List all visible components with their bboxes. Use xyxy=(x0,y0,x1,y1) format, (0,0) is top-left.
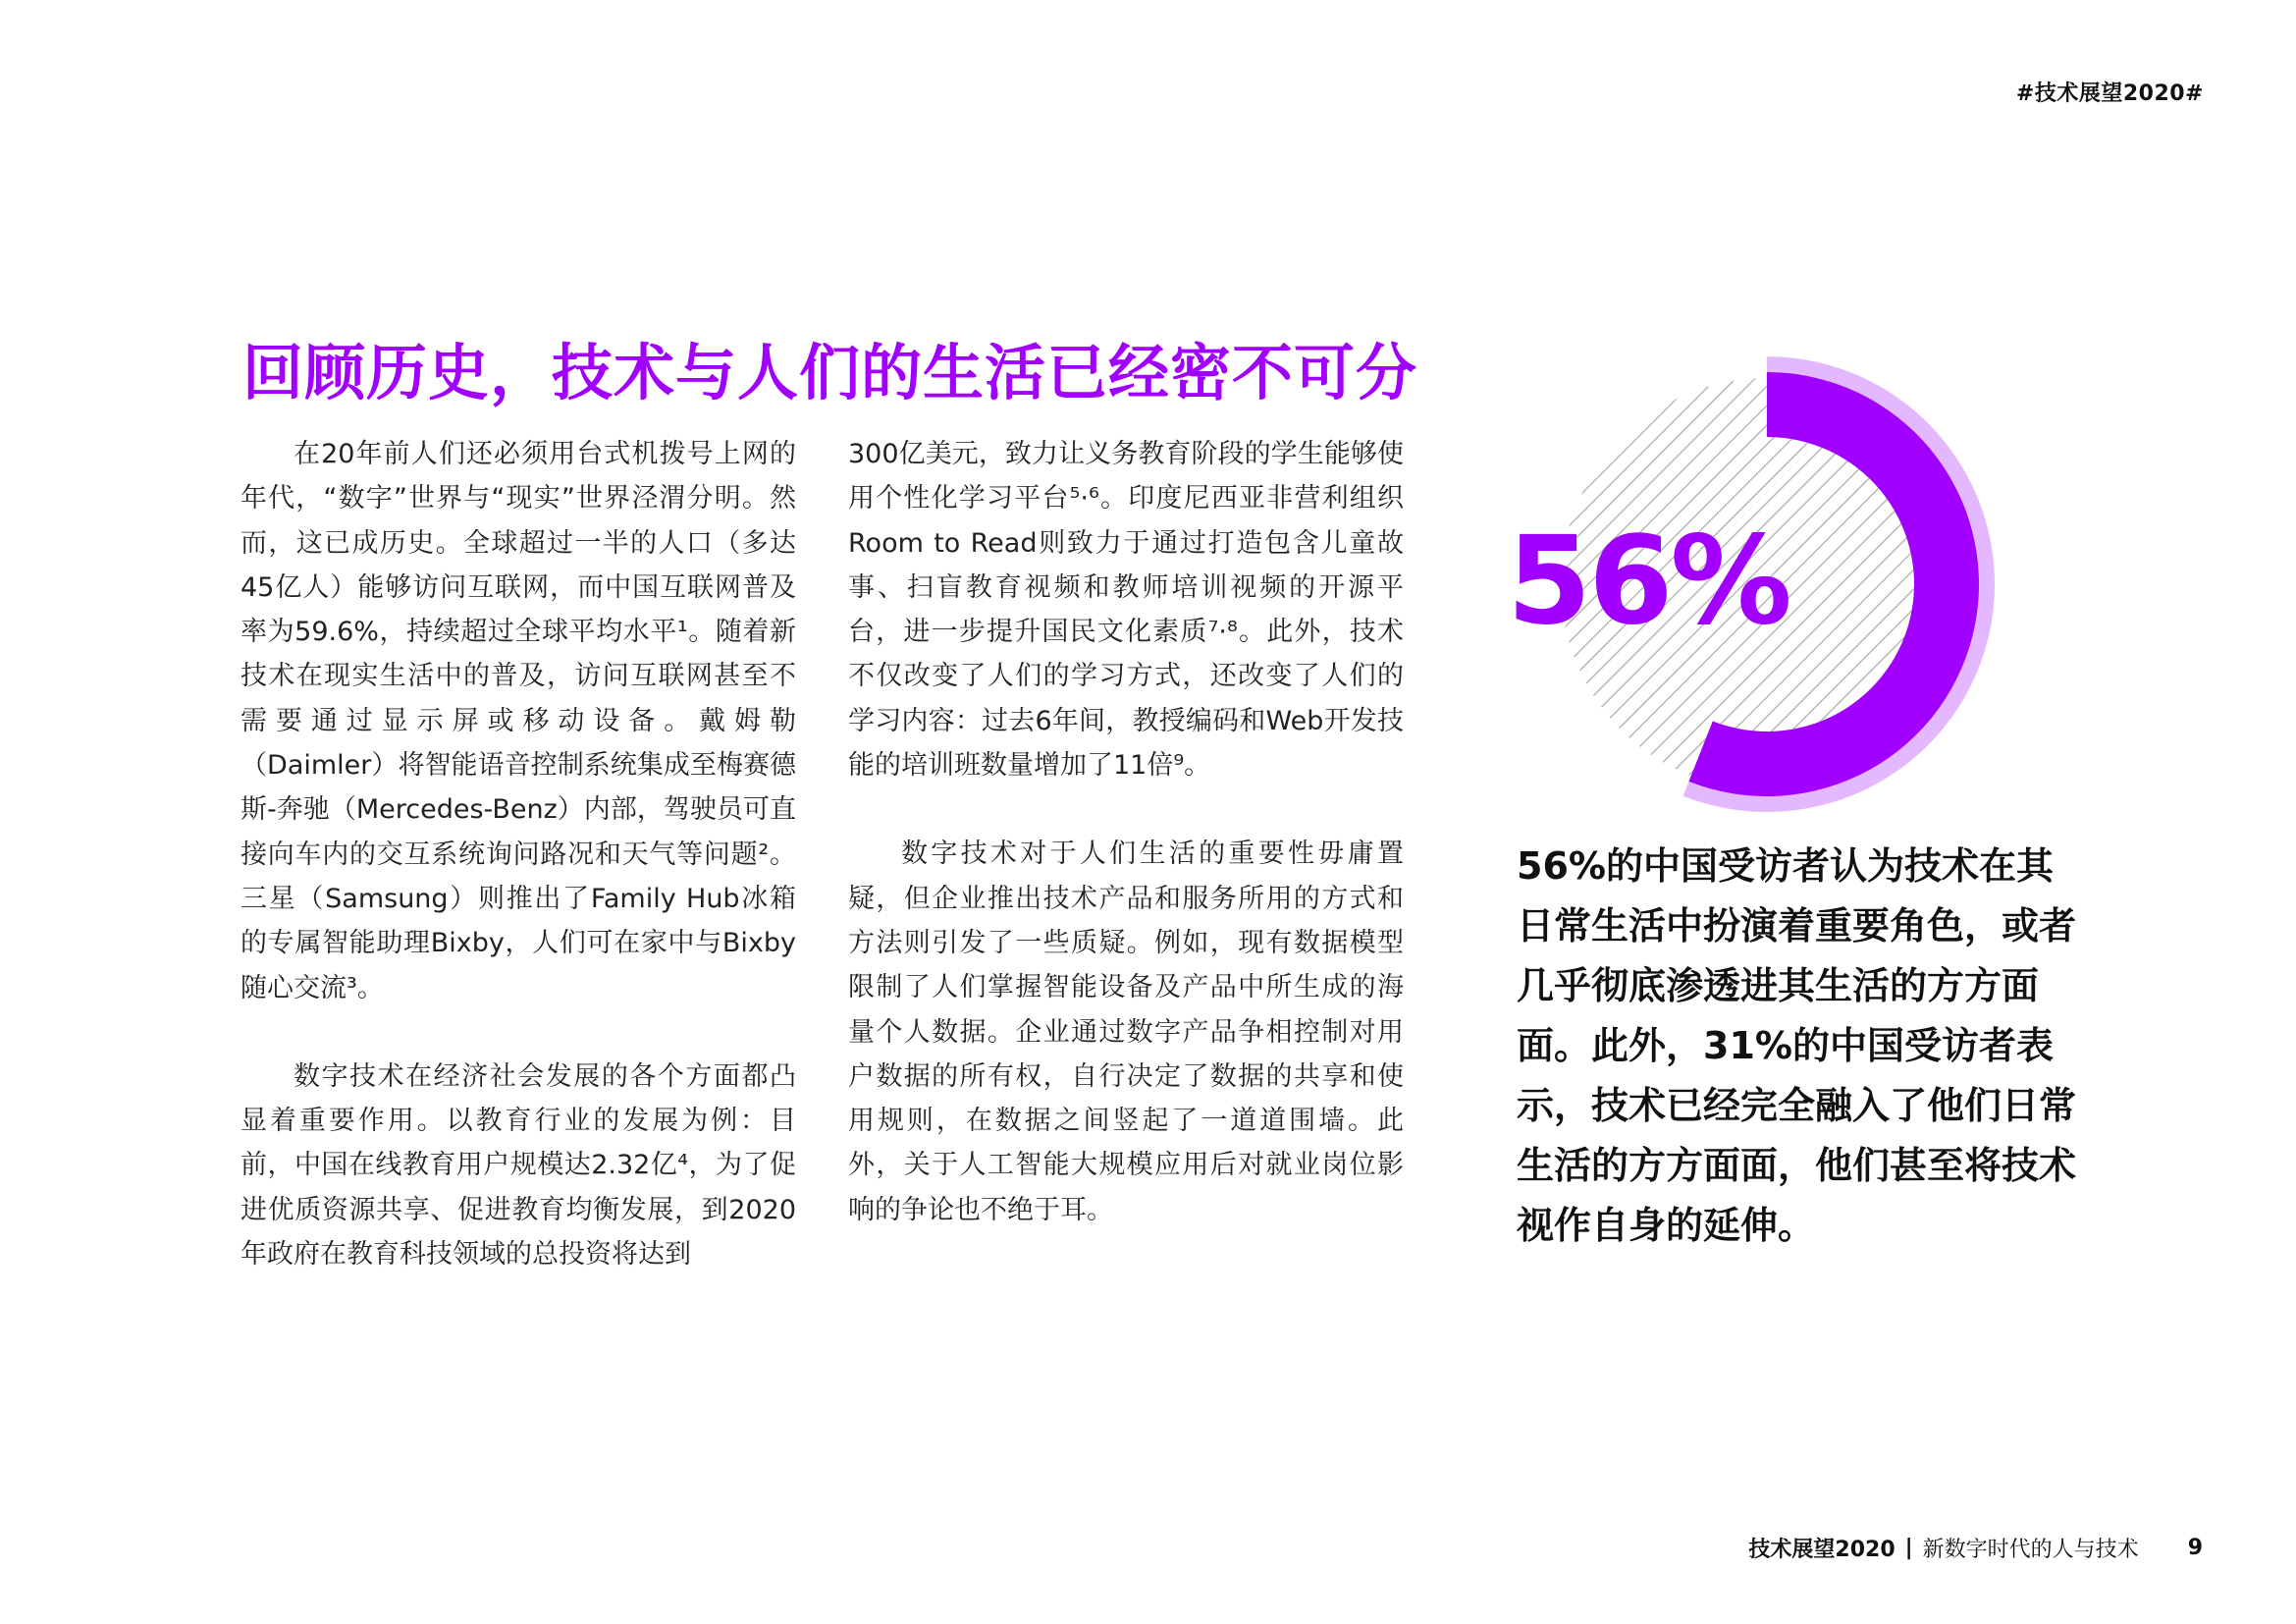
stat-big-percentage: 56% xyxy=(1507,511,1789,652)
page-footer xyxy=(1748,1533,2203,1563)
page-number: 9 xyxy=(2187,1536,2203,1560)
report-hashtag: #技术展望2020# xyxy=(2015,81,2204,106)
stat-callout-text: 56%的中国受访者认为技术在其日常生活中扮演着重要角色，或者几乎彻底渗透进其生活的方方面面。此外，31%的中国受访者表示，技术已经完全融入了他们日常生活的方方面面，他们甚至将技术视作自身的延伸。 xyxy=(1517,844,2077,1247)
paragraph-education: 数字技术在经济社会发展的各个方面都凸显着重要作用。以教育行业的发展为例：目前，中国在线教育用户规模达2.32亿⁴，为了促进优质资源共享、促进教育均衡发展，到2020年政府在教育科技领域的总投资将达到 xyxy=(240,1060,796,1271)
paragraph-education-continued: 300亿美元，致力让义务教育阶段的学生能够使用个性化学习平台⁵·⁶。印度尼西亚非营利组织Room to Read则致力于通过打造包含儿童故事、扫盲教育视频和教师培训视频的开源平台，进一步提升国民文化素质⁷·⁸。此外，技术不仅改变了人们的学习方式，还改变了人们的学习内容：过去6年间，教授编码和Web开发技能的培训班数量增加了11倍⁹。 xyxy=(848,439,1404,782)
footer-separator: | xyxy=(1904,1536,1913,1560)
footer-brand: 技术展望2020 xyxy=(1748,1538,1896,1562)
body-column-left xyxy=(240,432,796,1321)
footer-subtitle: 新数字时代的人与技术 xyxy=(1922,1538,2139,1562)
section-title: 回顾历史，技术与人们的生活已经密不可分 xyxy=(242,337,1418,408)
paragraph-internet-access: 在20年前人们还必须用台式机拨号上网的年代，“数字”世界与“现实”世界泾渭分明。然而，这已成历史。全球超过一半的人口（多达45亿人）能够访问互联网，而中国互联网普及率为59.6%，持续超过全球平均水平¹。随着新技术在现实生活中的普及，访问互联网甚至不需要通过显示屏或移动设备。戴姆勒（Daimler）将智能语音控制系统集成至梅赛德斯-奔驰（Mercedes-Benz）内部，驾驶员可直接向车内的交互系统询问路况和天气等问题²。三星（Samsung）则推出了Family Hub冰箱的专属智能助理Bixby，人们可在家中与Bixby随心交流³。 xyxy=(240,439,796,1003)
paragraph-data-concerns: 数字技术对于人们生活的重要性毋庸置疑，但企业推出技术产品和服务所用的方式和方法则引发了一些质疑。例如，现有数据模型限制了人们掌握智能设备及产品中所生成的海量个人数据。企业通过数字产品争相控制对用户数据的所有权，自行决定了数据的共享和使用规则，在数据之间竖起了一道道围墙。此外，关于人工智能大规模应用后对就业岗位影响的争论也不绝于耳。 xyxy=(848,839,1404,1225)
body-column-middle xyxy=(848,432,1404,1276)
